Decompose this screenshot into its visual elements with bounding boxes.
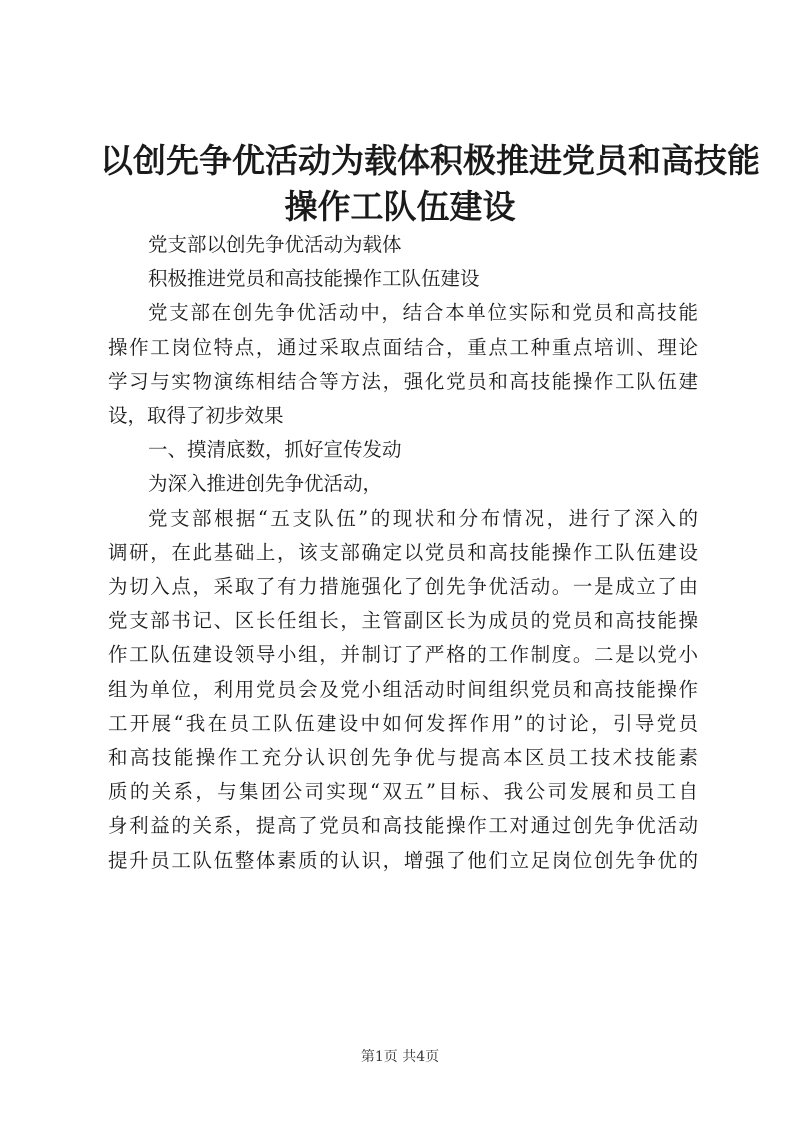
paragraph-line: 工开展“我在员工队伍建设中如何发挥作用”的讨论，引导党员 [108,711,698,735]
paragraph-line: 提升员工队伍整体素质的认识，增强了他们立足岗位创先争优的 [108,848,698,872]
paragraph-line: 设，取得了初步效果 [108,404,284,428]
paragraph-line: 积极推进党员和高技能操作工队伍建设 [148,267,480,291]
paragraph-line: 党支部在创先争优活动中，结合本单位实际和党员和高技能 [148,301,698,325]
paragraph-line: 一、摸清底数，抓好宣传发动 [148,438,402,462]
paragraph-intro [108,296,698,433]
paragraph-line: 和高技能操作工充分认识创先争优与提高本区员工技术技能素 [108,746,698,770]
paragraph-line: 党支部书记、区长任组长，主管副区长为成员的党员和高技能操 [108,609,698,633]
paragraph-line: 身利益的关系，提高了党员和高技能操作工对通过创先争优活动 [108,814,698,838]
paragraph-line: 调研，在此基础上，该支部确定以党员和高技能操作工队伍建设 [108,540,698,564]
title-line-1: 以创先争优活动为载体积极推进党员和高技能 [100,141,760,180]
paragraph-line: 党支部根据“五支队伍”的现状和分布情况，进行了深入的 [148,506,698,530]
paragraph-line: 质的关系，与集团公司实现“双五”目标、我公司发展和员工自 [108,780,698,804]
page-number-footer: 第1页 共4页 [360,1049,440,1065]
paragraph-line: 为切入点，采取了有力措施强化了创先争优活动。一是成立了由 [108,575,698,599]
section-heading-1 [108,433,698,467]
paragraph-line: 操作工岗位特点，通过采取点面结合，重点工种重点培训、理论 [108,335,698,359]
paragraph-line: 党支部以创先争优活动为载体 [148,233,402,256]
paragraph-lead [108,467,698,501]
paragraph-main [108,502,698,878]
paragraph-line: 作工队伍建设领导小组，并制订了严格的工作制度。二是以党小 [108,643,698,667]
paragraph-line: 学习与实物演练相结合等方法，强化党员和高技能操作工队伍建 [108,369,698,393]
paragraph-line: 为深入推进创先争优活动， [148,472,383,496]
document-title [100,138,760,230]
paragraph-subtitle-2 [108,262,698,296]
title-line-2: 操作工队伍建设 [284,187,516,226]
document-body [108,228,698,878]
paragraph-line: 组为单位，利用党员会及党小组活动时间组织党员和高技能操作 [108,677,698,701]
paragraph-subtitle-1 [108,228,698,262]
